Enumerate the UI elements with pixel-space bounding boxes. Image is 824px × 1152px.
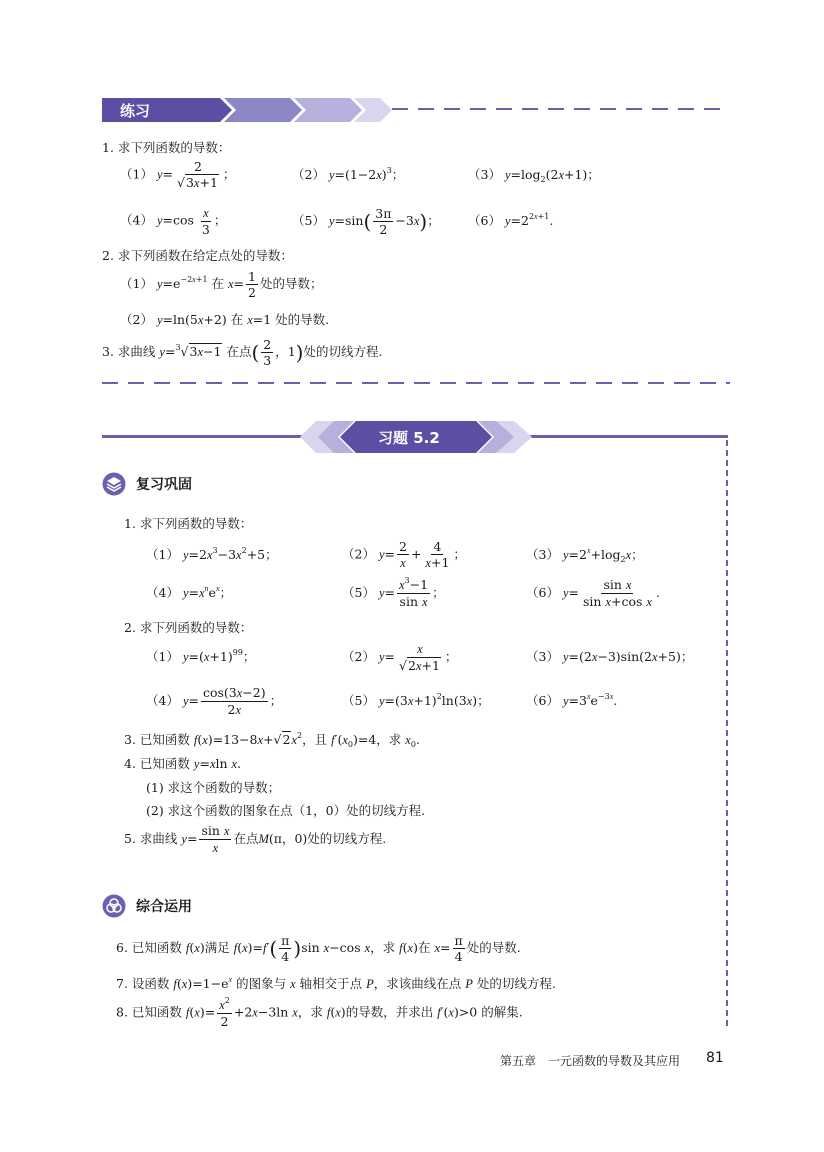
practice-bottom-dashes (102, 382, 730, 384)
practice-q2-1-tail: 处的导数； (259, 276, 323, 292)
exercise-title: 习题 5.2 (378, 429, 440, 447)
practice-q3-mid: 在点 (226, 344, 252, 360)
layers-icon (102, 472, 126, 496)
rings-icon (102, 894, 126, 918)
review-section-title: 复习巩固 (135, 477, 192, 493)
exercise-q8-mid: ，求 (297, 1004, 323, 1020)
exercise-q4: 4. 已知函数 y=xln x. (124, 756, 242, 771)
exercise-banner (300, 421, 532, 453)
synthesis-section-title: 综合运用 (135, 899, 192, 915)
exercise-q2-row1: （1） $y=(x+1)^{99}$； （2） y= $\frac{x}{√2x+1}$ ； （3） y=(2x−3)sin(2x+5)； (146, 642, 694, 674)
practice-q2: 2. 求下列函数在给定点处的导数： (102, 248, 293, 263)
exercise-q4-sub2: (2) 求这个函数的图象在点（1，0）处的切线方程. (146, 803, 426, 818)
exercise-q7-mid: 轴相交于点 (299, 976, 363, 991)
exercise-q7: 7. 设函数 $f(x)=1-e^x$ 的图象与 x 轴相交于点 P，求该曲线在点 P 处的切线方程. (116, 975, 556, 991)
exercise-q8: 8. 已知函数 f(x)= $\frac{x^2}{2}$ +2x−3ln x，求 f(x)的导数，并求出 f′(x)>0 的解集. (116, 996, 523, 1030)
exercise-q4-head: 4. 已知函数 (124, 756, 190, 771)
exercise-q7-body: 的图象与 (236, 976, 287, 991)
exercise-header-line-right (530, 435, 728, 438)
exercise-q1-row1: （1） $y=2x^3-3x^2+5$； （2） y= $\frac{2}{x}$ + $\frac{4}{x+1}$ ； （3） $y=2^x+\log_2x$； (146, 539, 644, 571)
exercise-q3-tail: ，求 (376, 732, 402, 747)
exercise-q5-mid: 在点 (233, 831, 259, 847)
footer-chapter: 第五章 一元函数的导数及其应用 (500, 1054, 681, 1068)
exercise-q7-head: 7. 设函数 (116, 976, 170, 991)
practice-q3-tail: 处的切线方程. (303, 344, 383, 360)
exercise-q8-head: 8. 已知函数 (116, 1004, 182, 1020)
exercise-q6-mid1: 满足 (204, 940, 230, 956)
exercise-q3: 3. 已知函数 $f(x)=13-8x+√2x^2$，且 $f'(x_0)=4$，求 $x_0$. (124, 731, 420, 749)
exercise-q5-tail: 处的切线方程. (307, 831, 387, 847)
exercise-right-border (726, 440, 728, 1030)
practice-banner (102, 98, 392, 122)
exercise-header-line-left (102, 435, 308, 438)
practice-q3-head: 3. 求曲线 (102, 344, 156, 360)
exercise-q7-tail: 处的切线方程. (476, 976, 556, 991)
exercise-q2: 2. 求下列函数的导数： (124, 620, 253, 635)
review-section-header (102, 472, 192, 496)
practice-q2-1: （1） $y=e^{-2x+1}$ 在 x= $\frac{1}{2}$ 处的导数； (120, 269, 323, 301)
synthesis-section-header (102, 894, 192, 918)
exercise-q3-head: 3. 已知函数 (124, 732, 190, 747)
practice-q1: 1. 求下列函数的导数： (102, 140, 231, 155)
exercise-q2-row2: （4） y= $\frac{\cos(3x-2)}{2x}$ ； （5） $y=(3x+1)^2\ln(3x)$； （6） $y=3^xe^{-3x}$. (146, 685, 618, 718)
exercise-q6-tail: 处的导数. (466, 940, 521, 956)
exercise-q4-sub1: (1) 求这个函数的导数； (146, 780, 281, 795)
exercise-q6: 6. 已知函数 f(x)满足 f(x)=f′( $\frac{\pi}{4}$ )sin x−cos x，求 f(x)在 x= $\frac{\pi}{4}$ 处的导数. (116, 933, 521, 965)
practice-q2-2-tail: 处的导数. (275, 312, 330, 327)
practice-q2-2: （2） y=ln(5x+2) 在 x=1 处的导数. (120, 312, 330, 327)
practice-title: 练习 (120, 102, 151, 120)
exercise-q5: 5. 求曲线 y= $\frac{\text{sin x}}{x}$ 在点M(π，0)处的切线方程. (124, 823, 387, 856)
exercise-q6-mid3: 在 (417, 940, 431, 956)
practice-q1-row2: （4） y=cos $\frac{x}{3}$ ； （5） y=sin( $\frac{3\pi}{2}$ −3x)； （6） $y=2^{2x+1}$. (120, 205, 554, 238)
exercise-q5-head: 5. 求曲线 (124, 831, 178, 847)
exercise-q8-mid2: 的导数，并求出 (345, 1004, 434, 1020)
exercise-q6-head: 6. 已知函数 (116, 940, 182, 956)
practice-top-dashes (392, 108, 730, 110)
practice-q3: 3. 求曲线 y=$^3$√3x−1 在点( $\frac{2}{3}$ ，1)处的切线方程. (102, 337, 383, 369)
exercise-q8-tail: 的解集. (481, 1004, 523, 1020)
exercise-q1: 1. 求下列函数的导数： (124, 516, 253, 531)
exercise-q1-row2: （4） $y=x^ne^x$； （5） y= $\frac{x^3-1}{\text{sin x}}$ ； （6） y= $\frac{\text{sin x}}{\text{sin x+cos x}}$ . (146, 576, 660, 610)
exercise-q6-mid2: ，求 (370, 940, 396, 956)
practice-q1-row1: （1） y= $\frac{2}{√3x+1}$ ； （2） $y=(1-2x)^3$； （3） $y=\log_2(2x+1)$； (120, 159, 600, 191)
footer-page-number: 81 (706, 1050, 724, 1066)
exercise-q7-mid2: ，求该曲线在点 (373, 976, 462, 991)
